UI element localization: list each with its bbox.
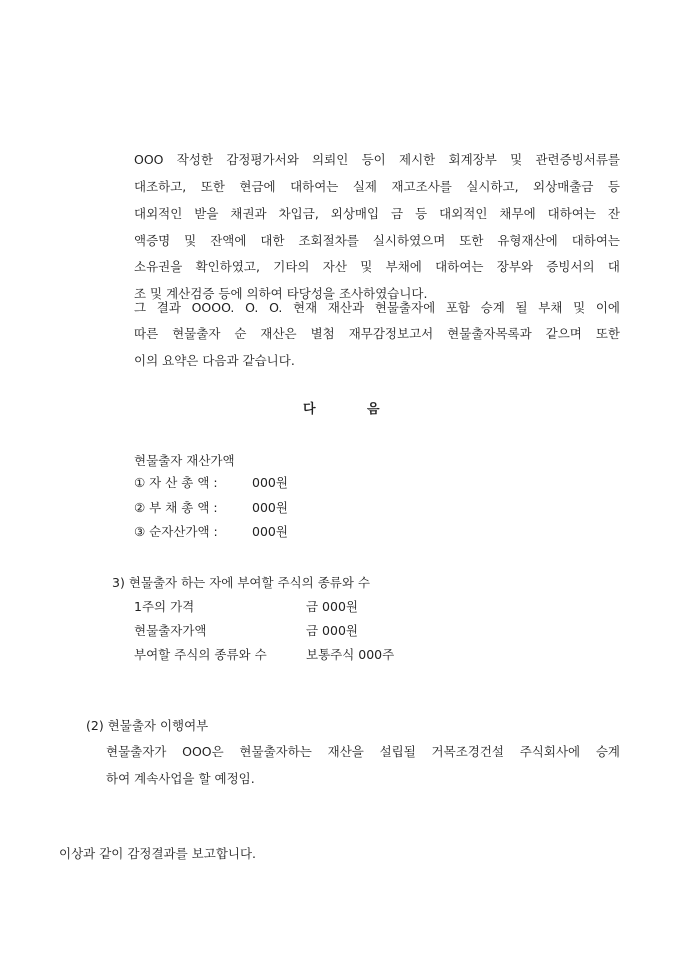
shares-row-value: 금 000원 (306, 623, 358, 638)
section-heading-right: 음 (367, 402, 380, 417)
shares-row-label: 부여할 주식의 종류와 수 (134, 647, 267, 662)
asset-row-label: ① 자 산 총 액 : (134, 475, 218, 490)
fulfillment-section-title: (2) 현물출자 이행여부 (86, 718, 209, 733)
shares-row-value: 금 000원 (306, 599, 358, 614)
intro-line: OOO 작성한 감정평가서와 의뢰인 등이 제시한 회계장부 및 관련증빙서류를 (134, 152, 620, 167)
asset-row-value: 000원 (252, 524, 288, 539)
asset-summary-title: 현물출자 재산가액 (134, 453, 235, 468)
asset-row-label: ③ 순자산가액 : (134, 524, 218, 539)
intro-line: 조 및 계산검증 등에 의하여 타당성을 조사하였습니다. (134, 286, 428, 301)
fulfillment-line: 현물출자가 OOO은 현물출자하는 재산을 설립될 거목조경건설 주식회사에 승계 (106, 744, 620, 759)
shares-row (134, 646, 434, 664)
asset-row-label: ② 부 채 총 액 : (134, 500, 218, 515)
result-line: 이의 요약은 다음과 같습니다. (134, 353, 295, 368)
asset-row-value: 000원 (252, 475, 288, 490)
shares-row (134, 598, 434, 616)
fulfillment-line: 하여 계속사업을 할 예정임. (106, 771, 255, 786)
asset-row (134, 499, 334, 517)
shares-row-label: 현물출자가액 (134, 623, 207, 638)
asset-row (134, 523, 334, 541)
result-line: 그 결과 OOOO. O. O. 현재 재산과 현물출자에 포함 승계 될 부채 및 이에 (134, 300, 620, 315)
intro-line: 소유권을 확인하였고, 기타의 자산 및 부채에 대하여는 장부와 증빙서의 대 (134, 259, 620, 274)
asset-row (134, 474, 334, 492)
shares-row-label: 1주의 가격 (134, 599, 195, 614)
intro-line: 대외적인 받을 채권과 차입금, 외상매입 금 등 대외적인 채무에 대하여는 잔 (134, 206, 620, 221)
intro-line: 대조하고, 또한 현금에 대하여는 실제 재고조사를 실시하고, 외상매출금 등 (134, 179, 620, 194)
shares-section-title: 3) 현물출자 하는 자에 부여할 주식의 종류와 수 (112, 575, 370, 590)
closing-text: 이상과 같이 감정결과를 보고합니다. (59, 846, 257, 861)
asset-row-value: 000원 (252, 500, 288, 515)
section-heading-left: 다 (303, 402, 316, 417)
shares-row-value: 보통주식 000주 (306, 647, 395, 662)
shares-row (134, 622, 434, 640)
intro-line: 액증명 및 잔액에 대한 조회절차를 실시하였으며 또한 유형재산에 대하여는 (134, 233, 620, 248)
result-line: 따른 현물출자 순 재산은 별첨 재무감정보고서 현물출자목록과 같으며 또한 (134, 326, 620, 341)
